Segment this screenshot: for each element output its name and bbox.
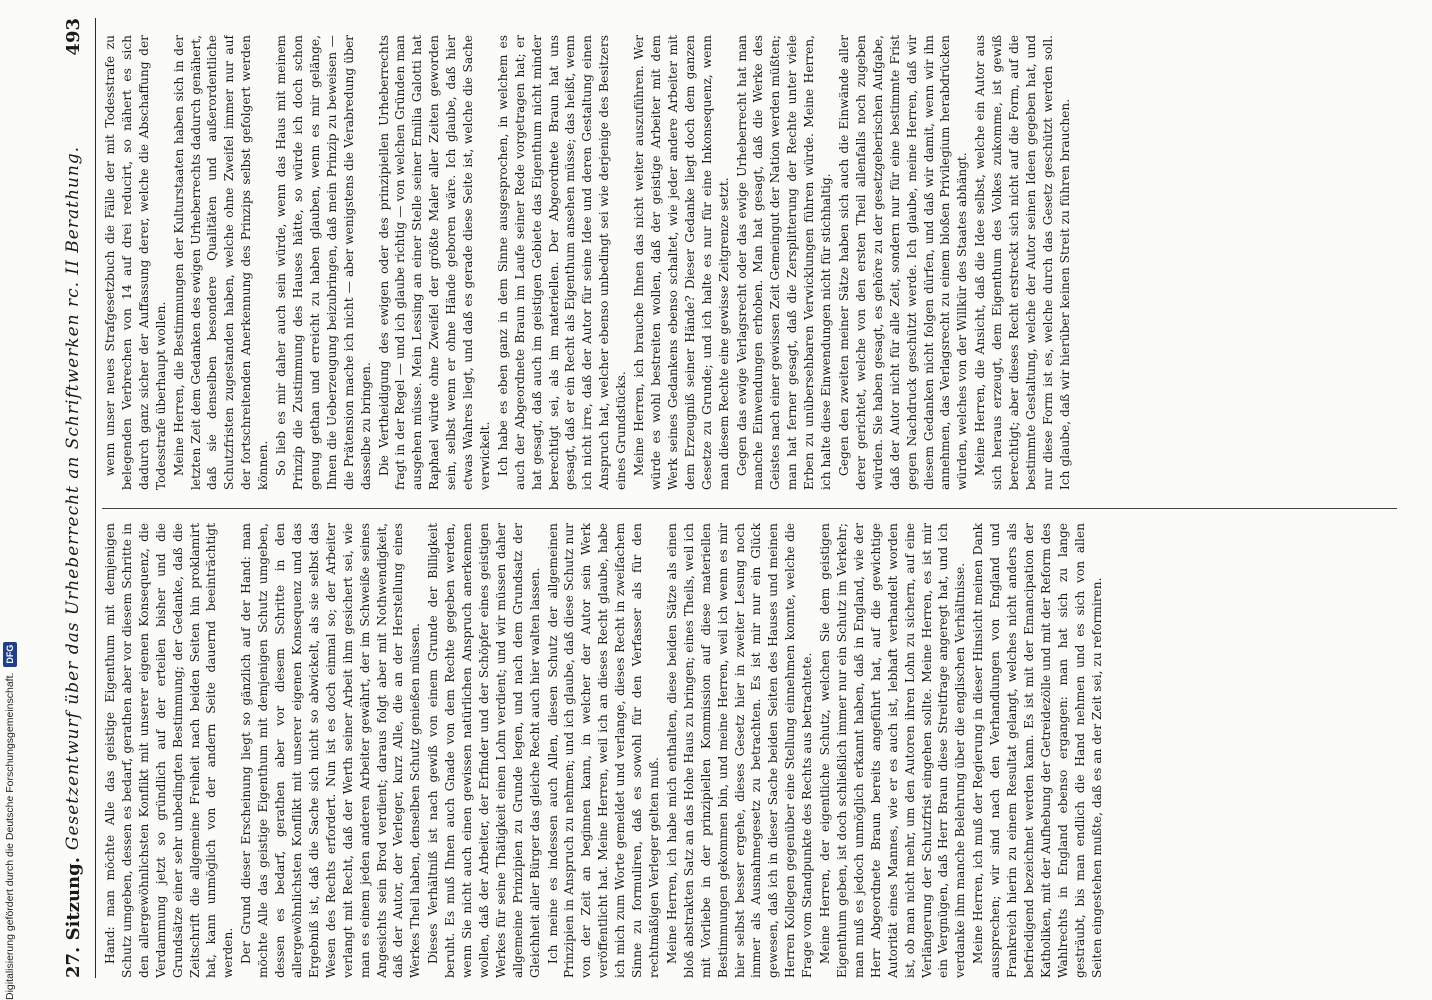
running-title: Gesetzentwurf über das Urheberrecht an Schriftwerken rc. II Berathung.	[63, 145, 83, 851]
page-number: 493	[63, 18, 84, 56]
text-column-left	[102, 523, 1397, 978]
column-divider	[102, 508, 1397, 509]
paragraph: Ich meine es indessen auch Allen, diesen Schutz der allgemeinen Prinzipien in Anspruch zu nehmen; und ich glaube, daß diese Schutz nur von der Zeit an beginnen kann, in welcher der Autor sein Werk veröffentlicht hat. Meine Herren, weil ich an dieses Recht glaube, habe ich mich zum Worte gemeldet und verlange, dieses Recht in zweifachem Sinne zu formuliren, daß es sowohl für den Verfasser als für den rechtmäßigen Verleger gelten muß.	[545, 523, 661, 978]
paragraph: Meine Herren, ich brauche Ihnen das nicht weiter auszuführen. Wer würde es wohl bestreiten wollen, daß der geistige Arbeiter mit dem Werk seines Gedankens ebenso schaltet, wie jeder andere Arbeiter mit dem Erzeugniß seiner Hände? Dieser Gedanke liegt doch dem ganzen Gesetze zu Grunde; und ich halte es nur für eine Inkonsequenz, wenn man diesem Rechte eine gewisse Zeitgrenze setzt.	[632, 35, 731, 490]
paragraph: Meine Herren, die Ansicht, daß die Idee selbst, welche ein Autor aus sich heraus erzeugt, dem Eigenthum des Volkes zukomme, ist gewiß berechtigt; aber dieses Recht erstreckt sich nicht auf die Form, auf die bestimmte Gestaltung, welche der Autor seinen Ideen gegeben hat, und nur diese Form ist es, welche durch das Gesetz geschützt werden soll. Ich glaube, daß wir hierüber keinen Streit zu führen brauchen.	[973, 35, 1072, 490]
paragraph: Der Grund dieser Erscheinung liegt so gänzlich auf der Hand: man möchte Alle das geistige Eigenthum mit demjenigen Schutz umgeben, dessen es bedarf, gerathen aber vor diesem Schritte in den allergewöhnlichsten Konflikt mit unserer eigenen Konsequenz und das Ergebniß ist, daß die Sache sich nicht so abwickelt, als sie selbst das Wesen des Rechts erfordert. Nun ist es doch einmal so; der Arbeiter verlangt mit Recht, daß der Werth seiner Arbeit ihm gesichert sei, wie man es einem jeden anderen Arbeiter gewährt, der im Schweiße seines Angesichts sein Brod verdient; daraus folgt aber mit Nothwendigkeit, daß der Autor, der Verleger, kurz Alle, die an der Herstellung eines Werkes Theil haben, denselben Schutz genießen müssen.	[239, 523, 423, 978]
page-header	[55, 18, 96, 978]
paragraph: Dieses Verhältniß ist nach gewiß von einem Grunde der Billigkeit beruht. Es muß Ihnen auch Gnade von dem Rechte gegeben werden, wenn Sie nicht auch einen gewissen natürlichen Anspruch anerkennen wollen, daß der Arbeiter, der Erfinder und der Schöpfer eines geistigen Werkes für seine Thätigkeit einen Lohn verdient; und wir müssen daher allgemeine Prinzipien zu Grunde legen, und nach dem Grundsatz der Gleichheit aller Bürger das gleiche Recht auch hier walten lassen.	[426, 523, 542, 978]
dfg-logo: DFG	[3, 642, 17, 667]
paragraph: Meine Herren, der eigentliche Schutz, welchen Sie dem geistigen Eigenthum geben, ist doch schließlich immer nur ein Schutz im Verkehr; man muß es jedoch unmöglich erkannt haben, daß in England, wie der Herr Abgeordnete Braun bereits angeführt hat, auf die gewichtige Autorität eines Mannes, wie er es auch ist, lebhaft verhandelt worden ist, ob man nicht mehr, um den Autoren ihren Lohn zu sichern, auf eine Verlängerung der Schutzfrist eingehen sollte. Meine Herren, es ist mir ein Vergnügen, daß Herr Braun diese Streitfrage angeregt hat, und ich verdanke ihm manche Belehrung über die englischen Verhältnisse.	[818, 523, 968, 978]
paragraph: Meine Herren, ich habe mich enthalten, diese beiden Sätze als einen bloß abstrakten Satz an das Hohe Haus zu bringen; eines Theils, weil ich mit Vorliebe in der prinzipiellen Kommission auf diese materiellen Bestimmungen gekommen bin, und meine Herren, weil ich wenn es mir hier selbst besser ergehe, dieses Gesetz hier in zweiter Lesung noch immer als Ausnahmegesetz zu betrachten. Es ist mir nur ein Glück gewesen, daß ich in dieser Sache beiden Seiten des Hauses und meinen Herren Kollegen gegenüber eine Stellung einnehmen konnte, welche die Frage vom Standpunkte des Rechts aus betrachtete.	[664, 523, 815, 978]
session-label: 27. Sitzung.	[63, 857, 84, 978]
paragraph: Meine Herren, ich muß der Regierung in dieser Hinsicht meinen Dank aussprechen; wir sind nach den Verhandlungen von England und Frankreich hierin zu einem Resultat gelangt, welches nicht anders als befriedigend bezeichnet werden kann. Es ist mit der Emancipation der Katholiken, mit der Aufhebung der Getreidezölle und mit der Reform des Wahlrechts in England ebenso ergangen: man hat sich zu lange gesträubt, bis man endlich die Hand nehmen und es sich von allen Seiten eingestehen mußte, daß es an der Zeit sei, zu reformiren.	[971, 523, 1104, 978]
digitization-credit: Digitalisierung gefördert durch die Deutsche Forschungsgemeinschaft.	[4, 672, 16, 1000]
digitization-footer	[2, 598, 18, 1000]
paragraph: Hand: man möchte Alle das geistige Eigenthum mit demjenigen Schutz umgeben, dessen es bedarf, gerathen aber vor diesem Schritte in den allergewöhnlichsten Konflikt mit unserer eigenen Konsequenz, die Verdammung jetzt so gründlich auf der erteilen bisher und die Grundsätze einer sehr unbedingten Bestimmung; der Gedanke, daß die Zeitschrift die allgemeine Freiheit nach beiden Seiten hin proklamirt hat, kann unmöglich von der andern Seite dauernd beeinträchtigt werden.	[103, 523, 236, 978]
paragraph: Ich habe es eben ganz in dem Sinne ausgesprochen, in welchem es auch der Abgeordnete Braun im Laufe seiner Rede vorgetragen hat; er hat gesagt, daß auch im geistigen Gebiete das Eigenthum nicht minder berechtigt sei, als im materiellen. Der Abgeordnete Braun hat uns gesagt, daß er ein Recht als Eigenthum ansehen müsse; das heißt, wenn ich nicht irre, daß der Autor für seine Idee und deren Gestaltung einen Anspruch hat, welcher ebenso unbedingt sei wie derjenige des Besitzers eines Grundstücks.	[495, 35, 629, 490]
paragraph: Die Vertheidigung des ewigen oder des prinzipiellen Urheberrechts fragt in der Regel — und ich glaube richtig — von welchen Gründen man ausgehen müsse. Mein Lessing an einer Stelle seiner Emilia Galotti hat Raphael würde ohne Zweifel der größte Maler aller Zeiten geworden sein, selbst wenn er ohne Hände geboren wäre. Ich glaube, daß hier etwas Wahres liegt, und daß es gerade diese Seite ist, welche die Sache verwickelt.	[376, 35, 492, 490]
paragraph: Meine Herren, die Bestimmungen der Kulturstaaten haben sich in der letzten Zeit dem Gedanken des ewigen Urheberrechts dadurch genähert, daß sie denselben besondere Qualitäten und außerordentliche Schutzfristen zugestanden haben, welche ohne Zweifel immer nur auf der fortschreitenden Anerkennung des Prinzips selbst gefolgert werden können.	[171, 35, 271, 490]
paragraph: Gegen das ewige Verlagsrecht oder das ewige Urheberrecht hat man manche Einwendungen erhoben. Man hat gesagt, daß die Werke des Geistes nach einer gewissen Zeit Gemeingut der Nation werden müßten; man hat ferner gesagt, daß die Zersplitterung der Rechte unter viele Erben zu unübersehbaren Verwicklungen führen würde. Meine Herren, ich halte diese Einwendungen nicht für stichhaltig.	[734, 35, 834, 490]
paragraph: wenn unser neues Strafgesetzbuch die Fälle der mit Todesstrafe zu belegenden Verbrechen von 14 auf drei reducirt, so nähert es sich dadurch ganz sicher der Auffassung derer, welche die Abschaffung der Todesstrafe überhaupt wollen.	[103, 35, 168, 490]
paragraph: Gegen den zweiten meiner Sätze haben sich auch die Einwände aller derer gerichtet, welche von den ersten Theil allenfalls noch zugeben würden. Sie haben gesagt, es gehöre zu der gesetzgeberischen Aufgabe, daß der Autor nicht für alle Zeit, sondern nur für eine bestimmte Frist gegen Nachdruck geschützt werde. Ich glaube, meine Herren, daß wir diesem Gedanken nicht folgen dürfen, und daß wir damit, wenn wir ihn annehmen, das Verlagsrecht zu einem bloßen Privilegium herabdrücken würden, welches von der Willkür des Staates abhängt.	[836, 35, 970, 490]
text-column-right	[102, 35, 1397, 490]
paragraph: So lieb es mir daher auch sein würde, wenn das Haus mit meinem Prinzip die Zustimmung des Hauses hätte, so würde ich doch schon genug gethan und erreicht zu haben glauben, wenn es mir gelänge, Ihnen die Ueberzeugung beizubringen, daß mein Prinzip zu beweisen — die Prätension mache ich nicht — aber wenigstens die Verabredung über dasselbe zu bringen.	[274, 35, 373, 490]
